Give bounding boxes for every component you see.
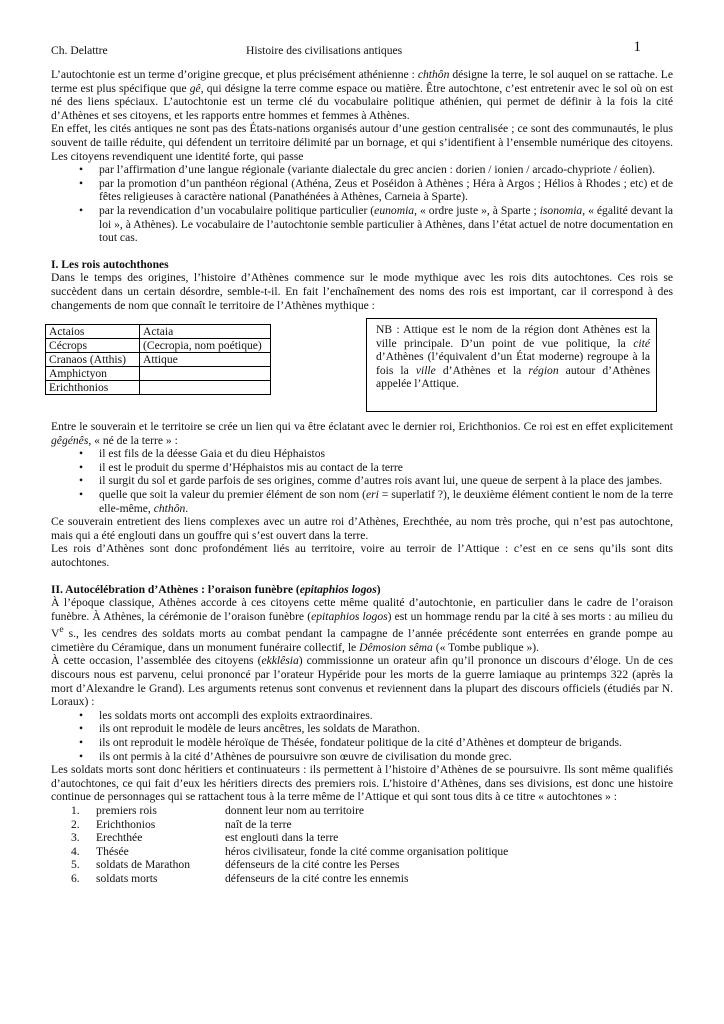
list-item-text: ils ont reproduit le modèle de leurs ancêtres, les soldats de Marathon. — [99, 722, 420, 736]
list-description: défenseurs de la cité contre les ennemis — [225, 871, 409, 885]
header-author: Ch. Delattre — [51, 44, 108, 57]
text-run-italic: gê — [189, 81, 201, 95]
list-item — [51, 204, 673, 245]
list-item — [51, 722, 673, 736]
text-run: d’Athènes et la — [435, 363, 529, 377]
list-item-text: il surgit du sol et garde parfois de ses origines, comme d’autres rois avant lui, une queue de serpent à la place des jambes. — [99, 474, 663, 488]
oration-bullet-list — [51, 709, 673, 763]
bullet-icon: • — [79, 460, 84, 474]
list-item — [51, 858, 673, 872]
text-run: désigne la terre, le sol auquel on se rattache. Le terme est plus spécifique que — [51, 68, 673, 95]
list-name: soldats de Marathon — [96, 858, 191, 872]
erichthonios-bullet-list — [51, 447, 673, 515]
text-run: . — [185, 501, 189, 515]
intro-paragraph-2: En effet, les cités antiques ne sont pas des États-nations organisés autour d’une gestion centralisée ; ce sont des communautés, le plus souvent de taille réduite, qui défendent un territoire délimité par un bornage, et qui s’identifient à l’ensemble numérique des citoyens. Les citoyens revendiquent une identité forte, qui passe — [51, 122, 673, 163]
bullet-icon: • — [79, 708, 84, 722]
bullet-icon: • — [79, 749, 84, 763]
text-run-italic: ekklêsia — [261, 654, 299, 668]
list-item — [51, 163, 673, 177]
table-row — [46, 353, 271, 367]
document-page — [49, 39, 674, 886]
list-item — [51, 818, 673, 832]
list-item-text: il est fils de la déesse Gaia et du dieu Héphaistos — [99, 447, 326, 461]
list-item-text: ils ont permis à la cité d’Athènes de poursuivre son œuvre de civilisation du monde grec. — [99, 749, 512, 763]
text-run-italic: isonomia — [539, 203, 583, 217]
list-item — [51, 845, 673, 859]
bullet-icon: • — [79, 722, 84, 736]
text-run: = superlatif ?), le deuxième élément contient le nom de la terre elle-même, — [99, 488, 673, 515]
list-item-text: il est le produit du sperme d’Héphaistos mis au contact de la terre — [99, 460, 403, 474]
section-2-paragraph-1 — [51, 596, 673, 654]
text-run: L’autochtonie est un terme d’origine grecque, et plus précisément athénienne : — [51, 68, 418, 81]
list-item — [51, 177, 673, 204]
kings-table — [45, 324, 271, 395]
header-title: Histoire des civilisations antiques — [246, 44, 403, 57]
text-run-italic: epitaphios logos — [299, 582, 377, 596]
kings-table-row — [51, 324, 673, 420]
list-item — [51, 488, 673, 515]
list-item-text: par la promotion d’un panthéon régional (Athéna, Zeus et Poséidon à Athènes ; Héra à Argos ; Hélios à Rhodes ; etc) et de fêtes religieuses à caractère national (Panathénées à Athènes, Carneia à Sparte). — [99, 176, 673, 204]
list-name: Erichthonios — [96, 817, 156, 831]
list-number: 4. — [71, 844, 80, 858]
table-cell: (Cecropia, nom poétique) — [140, 339, 271, 353]
text-run-italic: epitaphios logos — [311, 609, 388, 623]
section-1-paragraph-2 — [51, 420, 673, 447]
list-item — [51, 804, 673, 818]
text-run: II. Autocélébration d’Athènes : l’oraison funèbre ( — [51, 582, 300, 596]
list-item-text: les soldats morts ont accompli des exploits extraordinaires. — [99, 708, 373, 722]
list-description: est englouti dans la terre — [225, 831, 339, 845]
text-run-italic: eri — [365, 488, 379, 502]
list-description: naît de la terre — [225, 817, 292, 831]
list-item — [51, 474, 673, 488]
text-run-italic: Dêmosion sêma — [359, 640, 433, 654]
bullet-icon: • — [79, 488, 84, 502]
table-cell: Attique — [140, 353, 271, 367]
list-description: héros civilisateur, fonde la cité comme organisation politique — [225, 844, 509, 858]
bullet-icon: • — [79, 176, 84, 190]
list-item — [51, 872, 673, 886]
list-number: 1. — [71, 803, 80, 817]
text-run: ) est un hommage rendu par la cité à ses morts : au milieu du V — [51, 609, 674, 641]
text-run: , « ordre juste », à Sparte ; — [414, 203, 540, 217]
text-run: ) — [376, 582, 381, 596]
text-run-italic: ville — [415, 363, 436, 377]
text-run: quelle que soit la valeur du premier élément de son nom ( — [99, 488, 366, 502]
section-1-heading: I. Les rois autochthones — [51, 257, 169, 271]
section-1-paragraph-1: Dans le temps des origines, l’histoire d’Athènes commence sur le mode mythique avec les rois dits autochtones. Ces rois se succèdent dans un certain désordre, semble-t-il. En fait l’enchaînement des noms des rois est important, car il correspond à des changements de nom que connaît le territoire de l’Athènes mythique : — [51, 271, 673, 312]
list-description: défenseurs de la cité contre les Perses — [225, 858, 400, 872]
bullet-icon: • — [79, 736, 84, 750]
list-name: soldats morts — [96, 871, 158, 885]
table-row — [46, 367, 271, 381]
list-item — [51, 447, 673, 461]
list-number: 6. — [71, 871, 80, 885]
text-run: ) commissionne un orateur afin qu’il prononce un discours d’éloge. Un de ces discours nous est parvenu, celui prononcé par l’orateur Hypéride pour les morts de la guerre lamiaque au printemps 322 (après la mort d’Alexandre le Grand). Les arguments retenus sont convenus et reviennent dans la plupart des discours officiels (étudiés par N. Loraux) : — [51, 654, 674, 709]
text-run-italic: région — [528, 363, 559, 377]
bullet-icon: • — [79, 163, 84, 177]
text-run-italic: chthôn — [417, 68, 450, 81]
table-row — [46, 325, 271, 339]
table-cell — [140, 381, 271, 395]
list-item — [51, 709, 673, 723]
superscript: e — [59, 624, 64, 636]
text-run-italic: gêgénês — [51, 433, 89, 447]
text-run: s., les cendres des soldats morts au combat pendant la campagne de l’année précédente sont enterrées en grande pompe au cimetière du Céramique, dans un monument funéraire collectif, le — [51, 627, 673, 654]
text-run-italic: eunomia — [374, 203, 415, 217]
nb-note-box — [366, 318, 657, 412]
text-run: À cette occasion, l’assemblée des citoyens ( — [51, 654, 262, 668]
list-item — [51, 831, 673, 845]
text-run: (« Tombe publique »). — [432, 640, 540, 654]
text-run: autour d’Athènes appelée l’Attique. — [376, 363, 650, 391]
table-row — [46, 381, 271, 395]
identity-bullet-list — [51, 163, 673, 245]
list-item-text: par l’affirmation d’une langue régionale (variante dialectale du grec ancien : dorien / ionien / arcado-chypriote / éolien). — [99, 163, 656, 177]
list-number: 3. — [71, 831, 80, 845]
section-1-paragraph-4: Les rois d’Athènes sont donc profondément liés au territoire, voire au terroir de l’Attique : c’est en ce sens qu’ils sont dits autochtones. — [51, 542, 673, 570]
text-run: Entre le souverain et le territoire se crée un lien qui va être éclatant avec le dernier roi, Erichthonios. Ce roi est en effet explicitement — [51, 420, 673, 434]
list-number: 5. — [71, 858, 80, 872]
text-run: d’Athènes (l’équivalent d’un État moderne) regroupe à la fois la — [376, 350, 650, 377]
list-description: donnent leur nom au territoire — [225, 803, 365, 817]
text-run-italic: chthôn — [153, 501, 186, 515]
table-cell: Cécrops — [46, 339, 140, 353]
autochthons-numbered-list — [51, 804, 673, 886]
table-cell: Actaios — [46, 325, 140, 339]
list-number: 2. — [71, 817, 80, 831]
list-item — [51, 736, 673, 750]
section-2-paragraph-3: Les soldats morts sont donc héritiers et continuateurs : ils permettent à l’histoire d’Athènes de se poursuivre. Ils sont même qualifiés d’autochtones, ce qui fait d’eux les héritiers directs des premiers rois. L’histoire d’Athènes, dans ses divisions, est donc une histoire continue de personnages qui se rattachent tous à la terre même de l’Attique et qui sont tous dits à ce titre « autochtones » : — [51, 763, 673, 804]
bullet-icon: • — [79, 474, 84, 488]
text-run: À l’époque classique, Athènes accorde à ces citoyens cette même qualité d’autochtonie, en particulier dans le cadre de l’oraison funèbre. À Athènes, la cérémonie de l’oraison funèbre ( — [51, 596, 673, 623]
text-run: , « égalité devant la loi », à Athènes). Le vocabulaire de l’autochtonie semble particulier à Athènes, dans l’état actuel de notre documentation en tout cas. — [99, 203, 674, 245]
bullet-icon: • — [79, 203, 84, 217]
text-run: , qui désigne la terre comme espace ou matière. Être autochtone, c’est entretenir avec le sol où on est né des liens spéciaux. L’autochtonie est un terme clé du vocabulaire politique athénien, qui permet de définir à la fois la cité d’Athènes et ses citoyens, et les rapports entre hommes et femmes à Athènes. — [51, 81, 673, 122]
text-run: , « né de la terre » : — [88, 433, 178, 447]
table-cell — [140, 367, 271, 381]
section-2-paragraph-2 — [51, 654, 673, 708]
table-cell: Amphictyon — [46, 367, 140, 381]
page-number: 1 — [633, 39, 641, 55]
table-row — [46, 339, 271, 353]
text-run: NB : Attique est le nom de la région dont Athènes est la ville principale. D’un point de vue politique, la — [376, 323, 650, 350]
bullet-icon: • — [79, 447, 84, 461]
section-2-heading — [51, 583, 673, 597]
list-name: premiers rois — [96, 803, 157, 817]
table-cell: Actaia — [140, 325, 271, 339]
list-name: Thésée — [96, 844, 129, 858]
list-item — [51, 750, 673, 764]
section-1-paragraph-3: Ce souverain entretient des liens complexes avec un autre roi d’Athènes, Erechthée, au nom très proche, qui n’est pas autochtone, mais qui a été englouti dans un gouffre qui s’est ouvert dans la terre. — [51, 515, 673, 542]
page-header — [51, 39, 673, 64]
text-run: par la revendication d’un vocabulaire politique particulier ( — [99, 203, 375, 217]
table-cell: Erichthonios — [46, 381, 140, 395]
intro-paragraph-1 — [51, 68, 673, 122]
list-item-text: ils ont reproduit le modèle héroïque de Thésée, fondateur politique de la cité d’Athènes et dompteur de brigands. — [99, 736, 622, 750]
text-run-italic: cité — [633, 336, 650, 350]
list-item — [51, 461, 673, 475]
table-cell: Cranaos (Atthis) — [46, 353, 140, 367]
list-name: Erechthée — [96, 831, 143, 845]
